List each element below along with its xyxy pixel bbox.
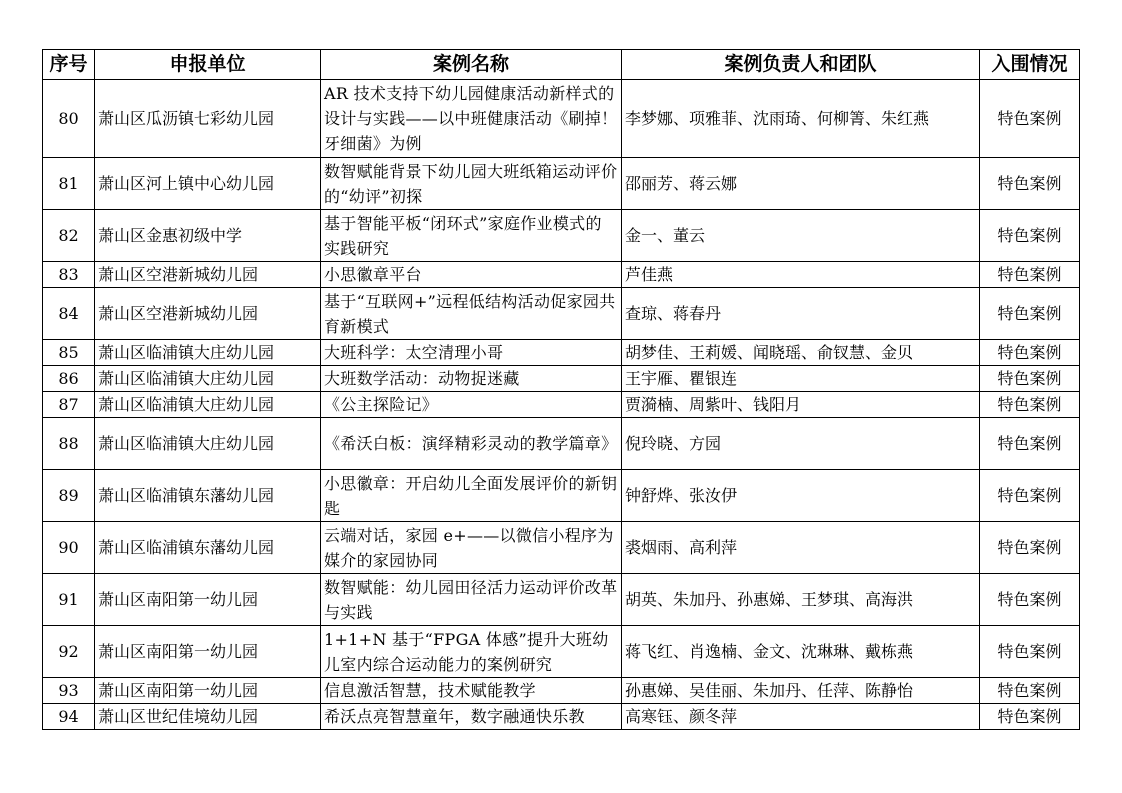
table-row (43, 80, 1080, 158)
cell-no: 89 (43, 470, 95, 522)
cell-status: 特色案例 (980, 80, 1080, 158)
cell-unit: 萧山区临浦镇大庄幼儿园 (95, 340, 321, 366)
cell-team: 蒋飞红、肖逸楠、金文、沈琳琳、戴栋燕 (622, 626, 980, 678)
cell-case: 数智赋能背景下幼儿园大班纸箱运动评价的“幼评”初探 (321, 158, 622, 210)
cell-unit: 萧山区空港新城幼儿园 (95, 262, 321, 288)
cell-status: 特色案例 (980, 392, 1080, 418)
cell-unit: 萧山区金惠初级中学 (95, 210, 321, 262)
cell-no: 84 (43, 288, 95, 340)
cell-case: 《公主探险记》 (321, 392, 622, 418)
results-table (42, 49, 1080, 730)
table-header-row (43, 50, 1080, 80)
cell-no: 88 (43, 418, 95, 470)
header-no: 序号 (43, 50, 95, 80)
cell-unit: 萧山区临浦镇大庄幼儿园 (95, 366, 321, 392)
cell-status: 特色案例 (980, 470, 1080, 522)
cell-case: 云端对话，家园 e+——以微信小程序为媒介的家园协同 (321, 522, 622, 574)
cell-case: AR 技术支持下幼儿园健康活动新样式的设计与实践——以中班健康活动《刷掉！牙细菌》为例 (321, 80, 622, 158)
table-row (43, 288, 1080, 340)
cell-status: 特色案例 (980, 678, 1080, 704)
table-row (43, 626, 1080, 678)
header-team: 案例负责人和团队 (622, 50, 980, 80)
cell-case: 大班数学活动：动物捉迷藏 (321, 366, 622, 392)
cell-team: 查琼、蒋春丹 (622, 288, 980, 340)
cell-case: 小思徽章：开启幼儿全面发展评价的新钥匙 (321, 470, 622, 522)
cell-no: 93 (43, 678, 95, 704)
cell-status: 特色案例 (980, 340, 1080, 366)
table-row (43, 704, 1080, 730)
cell-case: 希沃点亮智慧童年，数字融通快乐教 (321, 704, 622, 730)
cell-team: 李梦娜、项雅菲、沈雨琦、何柳箐、朱红燕 (622, 80, 980, 158)
cell-status: 特色案例 (980, 418, 1080, 470)
table-row (43, 340, 1080, 366)
header-status: 入围情况 (980, 50, 1080, 80)
table-row (43, 678, 1080, 704)
cell-team: 芦佳燕 (622, 262, 980, 288)
cell-case: 信息激活智慧，技术赋能教学 (321, 678, 622, 704)
cell-status: 特色案例 (980, 574, 1080, 626)
cell-unit: 萧山区临浦镇大庄幼儿园 (95, 418, 321, 470)
table-row (43, 470, 1080, 522)
table-row (43, 210, 1080, 262)
table-row (43, 522, 1080, 574)
cell-no: 86 (43, 366, 95, 392)
cell-case: 大班科学：太空清理小哥 (321, 340, 622, 366)
cell-no: 94 (43, 704, 95, 730)
cell-unit: 萧山区南阳第一幼儿园 (95, 678, 321, 704)
cell-team: 孙惠娣、吴佳丽、朱加丹、任萍、陈静怡 (622, 678, 980, 704)
cell-case: 基于“互联网+”远程低结构活动促家园共育新模式 (321, 288, 622, 340)
cell-unit: 萧山区临浦镇大庄幼儿园 (95, 392, 321, 418)
cell-no: 90 (43, 522, 95, 574)
cell-unit: 萧山区河上镇中心幼儿园 (95, 158, 321, 210)
cell-status: 特色案例 (980, 366, 1080, 392)
cell-status: 特色案例 (980, 288, 1080, 340)
cell-status: 特色案例 (980, 158, 1080, 210)
cell-no: 85 (43, 340, 95, 366)
cell-case: 数智赋能：幼儿园田径活力运动评价改革与实践 (321, 574, 622, 626)
table-row (43, 418, 1080, 470)
header-unit: 申报单位 (95, 50, 321, 80)
cell-team: 高寒钰、颜冬萍 (622, 704, 980, 730)
cell-case: 基于智能平板“闭环式”家庭作业模式的实践研究 (321, 210, 622, 262)
cell-no: 87 (43, 392, 95, 418)
cell-case: 小思徽章平台 (321, 262, 622, 288)
cell-status: 特色案例 (980, 626, 1080, 678)
cell-unit: 萧山区瓜沥镇七彩幼儿园 (95, 80, 321, 158)
cell-no: 82 (43, 210, 95, 262)
table-row (43, 574, 1080, 626)
cell-no: 81 (43, 158, 95, 210)
cell-team: 胡梦佳、王莉媛、闻晓瑶、俞钗慧、金贝 (622, 340, 980, 366)
table-row (43, 366, 1080, 392)
cell-no: 80 (43, 80, 95, 158)
header-case: 案例名称 (321, 50, 622, 80)
table-row (43, 262, 1080, 288)
cell-team: 王宇雁、瞿银连 (622, 366, 980, 392)
cell-team: 裘烟雨、高利萍 (622, 522, 980, 574)
cell-team: 贾漪楠、周紫叶、钱阳月 (622, 392, 980, 418)
cell-unit: 萧山区临浦镇东藩幼儿园 (95, 522, 321, 574)
cell-unit: 萧山区世纪佳境幼儿园 (95, 704, 321, 730)
cell-unit: 萧山区南阳第一幼儿园 (95, 626, 321, 678)
cell-status: 特色案例 (980, 210, 1080, 262)
cell-case: 《希沃白板：演绎精彩灵动的教学篇章》 (321, 418, 622, 470)
table-row (43, 158, 1080, 210)
cell-team: 胡英、朱加丹、孙惠娣、王梦琪、高海洪 (622, 574, 980, 626)
cell-status: 特色案例 (980, 704, 1080, 730)
cell-team: 邵丽芳、蒋云娜 (622, 158, 980, 210)
cell-no: 91 (43, 574, 95, 626)
cell-no: 83 (43, 262, 95, 288)
cell-status: 特色案例 (980, 522, 1080, 574)
cell-unit: 萧山区南阳第一幼儿园 (95, 574, 321, 626)
table-row (43, 392, 1080, 418)
cell-team: 倪玲晓、方园 (622, 418, 980, 470)
cell-case: 1+1+N 基于“FPGA 体感”提升大班幼儿室内综合运动能力的案例研究 (321, 626, 622, 678)
cell-unit: 萧山区空港新城幼儿园 (95, 288, 321, 340)
cell-no: 92 (43, 626, 95, 678)
cell-team: 钟舒烨、张汝伊 (622, 470, 980, 522)
cell-status: 特色案例 (980, 262, 1080, 288)
cell-unit: 萧山区临浦镇东藩幼儿园 (95, 470, 321, 522)
cell-team: 金一、董云 (622, 210, 980, 262)
